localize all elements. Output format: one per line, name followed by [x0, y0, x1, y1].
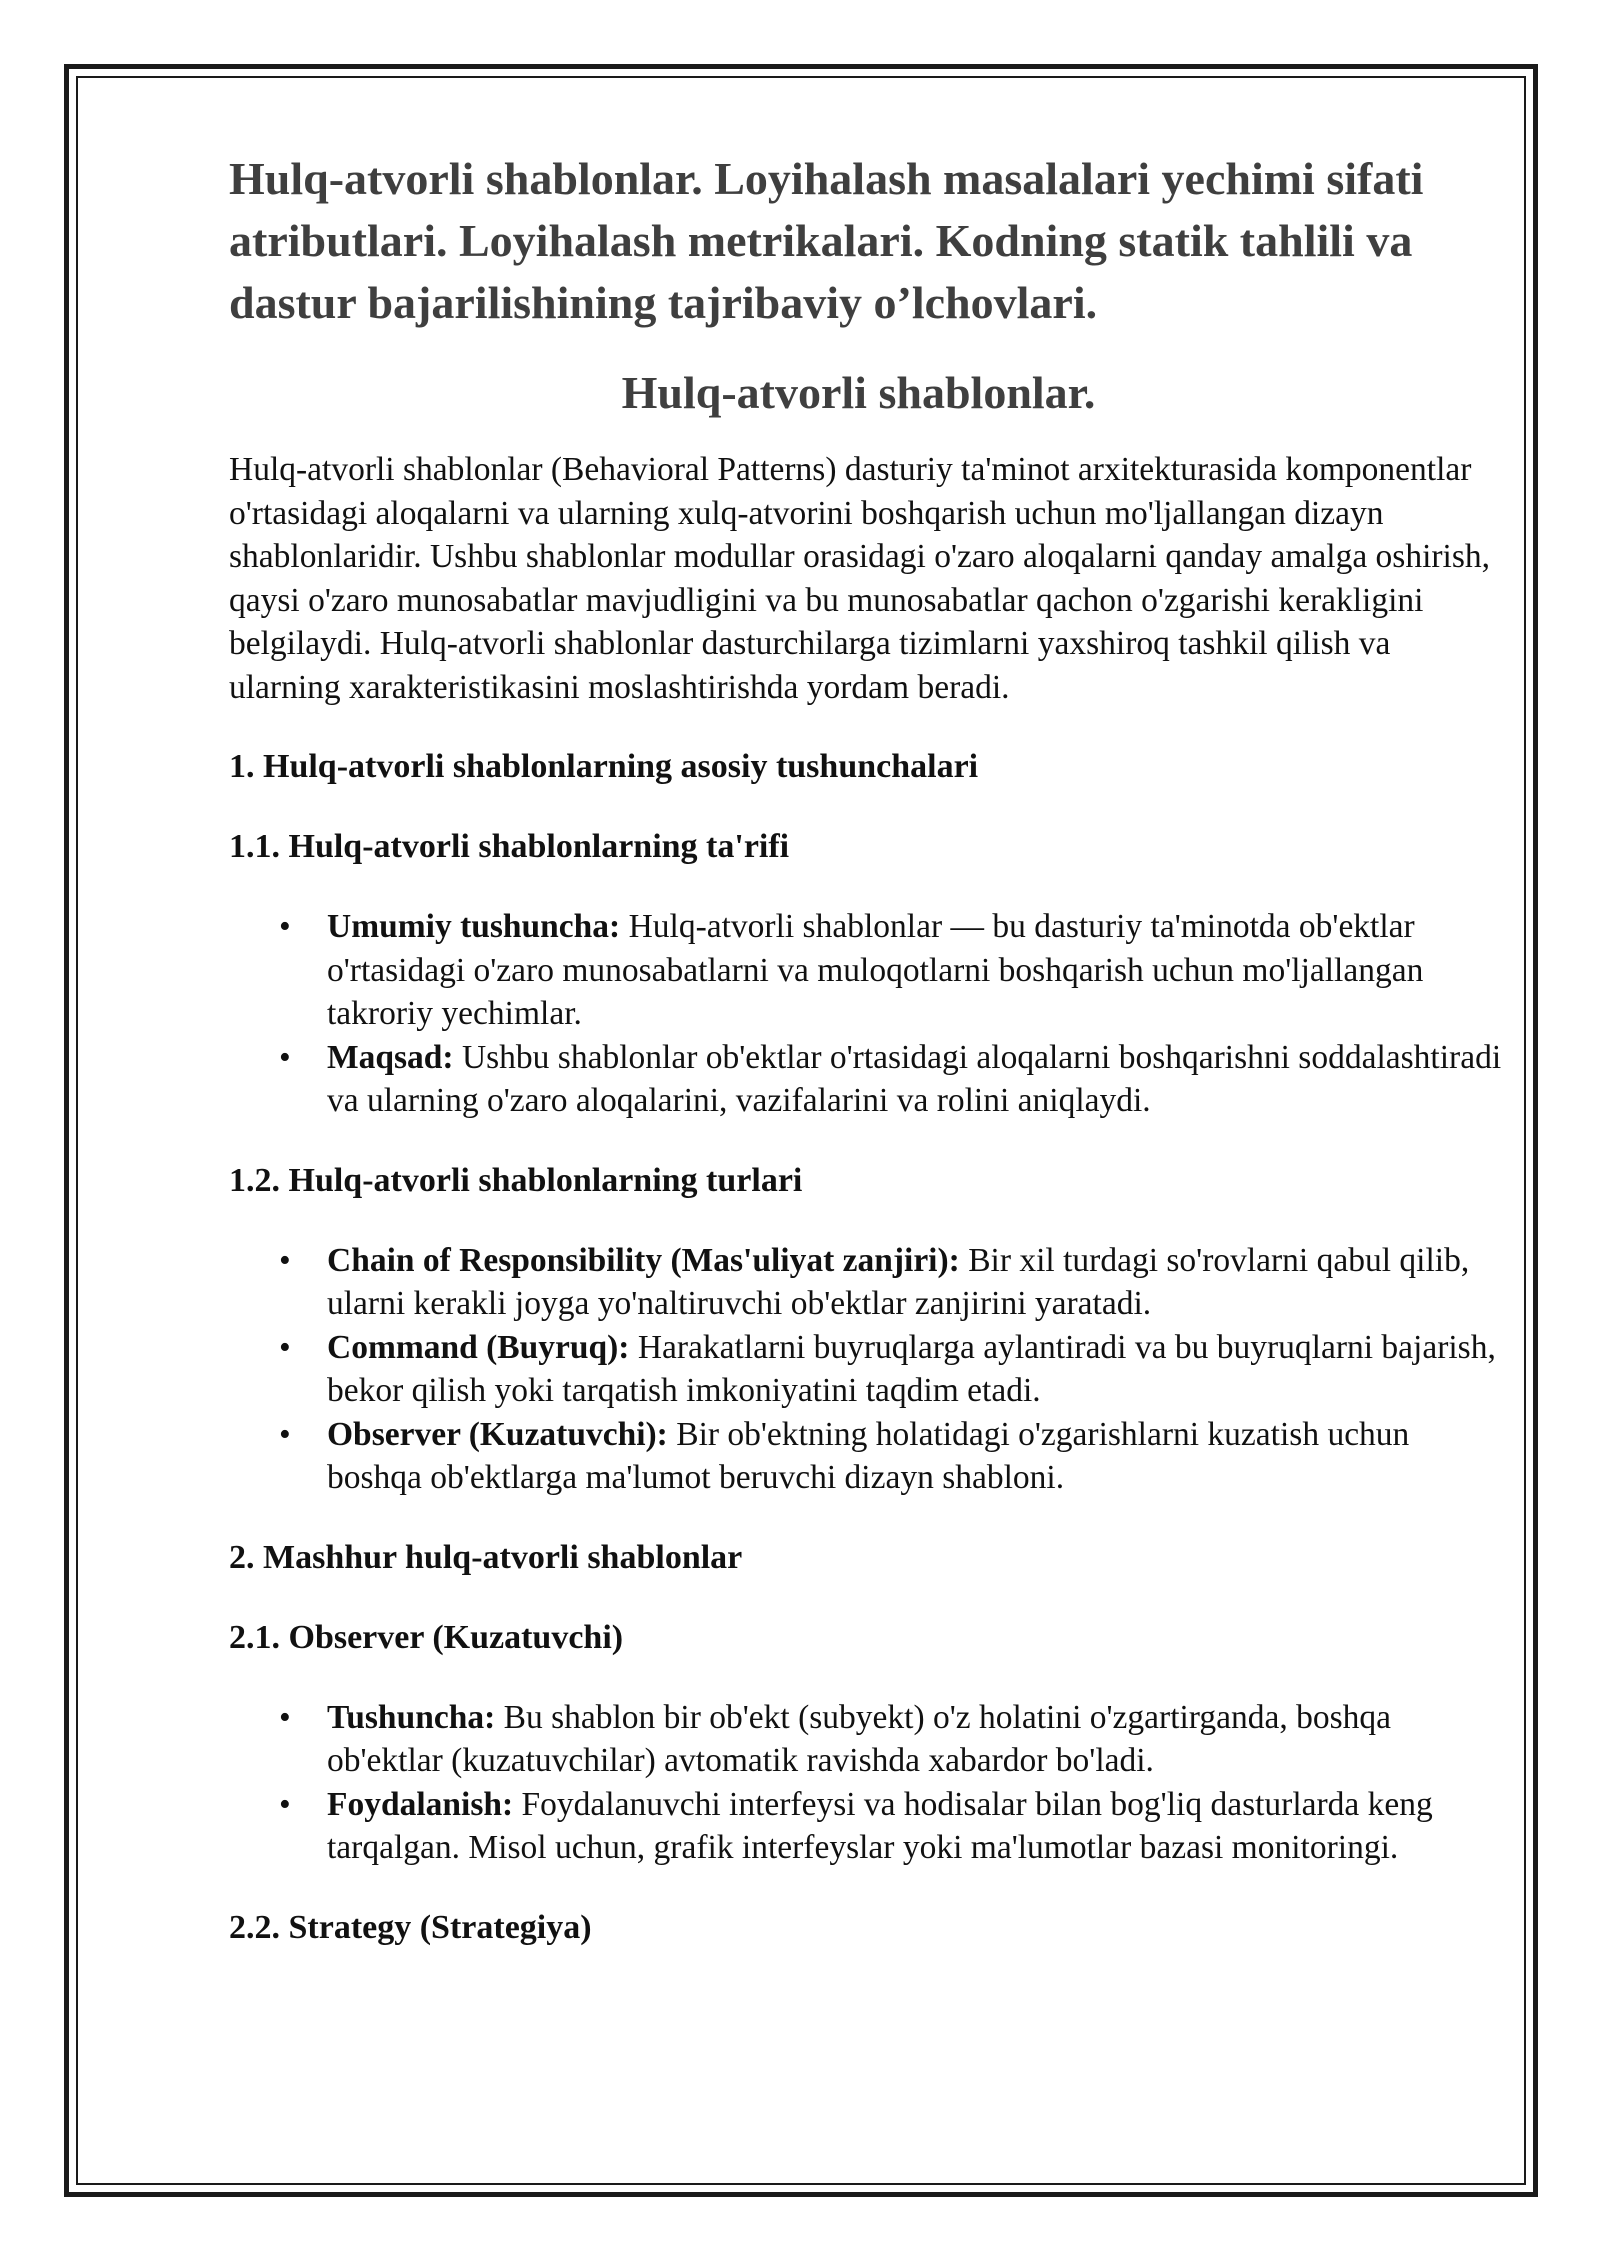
bullet-icon: • [279, 1698, 291, 1736]
list-item-term: Umumiy tushuncha: [327, 908, 621, 945]
bullet-icon: • [279, 1415, 291, 1453]
list-section-2-1 [229, 1696, 1509, 1870]
document-title: Hulq-atvorli shablonlar. Loyihalash masalalari yechimi sifati atributlari. Loyihalash metrikalari. Kodning statik tahlili va dastur bajarilishining tajribaviy o’lchovlari. [229, 153, 1424, 328]
list-item-term: Chain of Responsibility (Mas'uliyat zanjiri): [327, 1241, 960, 1279]
bullet-icon: • [279, 1038, 291, 1076]
heading-section-1: 1. Hulq-atvorli shablonlarning asosiy tushunchalari [229, 748, 979, 785]
list-section-1-1 [229, 905, 1509, 1123]
list-item-text: Bir ob'ektning holatidagi o'zgarishlarni kuzatish uchun boshqa ob'ektlarga ma'lumot beruvchi dizayn shabloni. [327, 1415, 1410, 1496]
section-title: Hulq-atvorli shablonlar. [621, 367, 1096, 418]
list-item [229, 905, 1507, 1036]
list-item [229, 1783, 1507, 1870]
list-section-1-2 [229, 1239, 1509, 1500]
bullet-icon: • [279, 1241, 291, 1279]
list-item-text: Bir xil turdagi so'rovlarni qabul qilib, ularni kerakli joyga yo'naltiruvchi ob'ektlar zanjirini yaratadi. [327, 1241, 1470, 1322]
list-item [229, 1239, 1507, 1326]
list-item [229, 1696, 1507, 1783]
list-item-term: Tushuncha: [327, 1698, 496, 1736]
bullet-icon: • [279, 1785, 291, 1823]
list-item-term: Observer (Kuzatuvchi): [327, 1415, 668, 1453]
heading-section-1-2: 1.2. Hulq-atvorli shablonlarning turlari [229, 1161, 803, 1199]
list-item-text: Ushbu shablonlar ob'ektlar o'rtasidagi aloqalarni boshqarishni soddalashtiradi va ularning o'zaro aloqalarini, vazifalarini va rolini aniqlaydi. [327, 1038, 1502, 1119]
intro-paragraph: Hulq-atvorli shablonlar (Behavioral Patterns) dasturiy ta'minot arxitekturasida komponentlar o'rtasidagi aloqalarni va ularning xulq-atvorini boshqarish uchun mo'ljallangan dizayn shablonlaridir. Ushbu shablonlar modullar orasidagi o'zaro aloqalarni qanday amalga oshirish, qaysi o'zaro munosabatlar mavjudligini va bu munosabatlar qachon o'zgarishi kerakligini belgilaydi. Hulq-atvorli shablonlar dasturchilarga tizimlarni yaxshiroq tashkil qilish va ularning xarakteristikasini moslashtirishda yordam beradi. [229, 451, 1491, 706]
heading-section-2-2: 2.2. Strategy (Strategiya) [229, 1908, 592, 1946]
list-item [229, 1326, 1507, 1413]
heading-section-2: 2. Mashhur hulq-atvorli shablonlar [229, 1538, 743, 1576]
list-item-term: Maqsad: [327, 1038, 454, 1076]
bullet-icon: • [279, 1328, 291, 1366]
list-item-term: Command (Buyruq): [327, 1328, 630, 1366]
heading-section-2-1: 2.1. Observer (Kuzatuvchi) [229, 1618, 624, 1656]
bullet-icon: • [279, 908, 291, 945]
list-item [229, 1413, 1507, 1500]
list-item-text: Harakatlarni buyruqlarga aylantiradi va bu buyruqlarni bajarish, bekor qilish yoki tarqatish imkoniyatini taqdim etadi. [327, 1328, 1496, 1409]
list-item-text: Foydalanuvchi interfeysi va hodisalar bilan bog'liq dasturlarda keng tarqalgan. Misol uchun, grafik interfeyslar yoki ma'lumotlar bazasi monitoringi. [327, 1785, 1433, 1866]
document-body [229, 148, 1509, 1950]
list-item [229, 1036, 1507, 1123]
heading-section-1-1: 1.1. Hulq-atvorli shablonlarning ta'rifi [229, 828, 790, 865]
list-item-term: Foydalanish: [327, 1785, 514, 1823]
list-item-text: Bu shablon bir ob'ekt (subyekt) o'z holatini o'zgartirganda, boshqa ob'ektlar (kuzatuvchilar) avtomatik ravishda xabardor bo'ladi. [327, 1698, 1391, 1779]
list-item-text: Hulq-atvorli shablonlar — bu dasturiy ta'minotda ob'ektlar o'rtasidagi o'zaro munosabatlarni va muloqotlarni boshqarish uchun mo'ljallangan takroriy yechimlar. [327, 908, 1424, 1032]
